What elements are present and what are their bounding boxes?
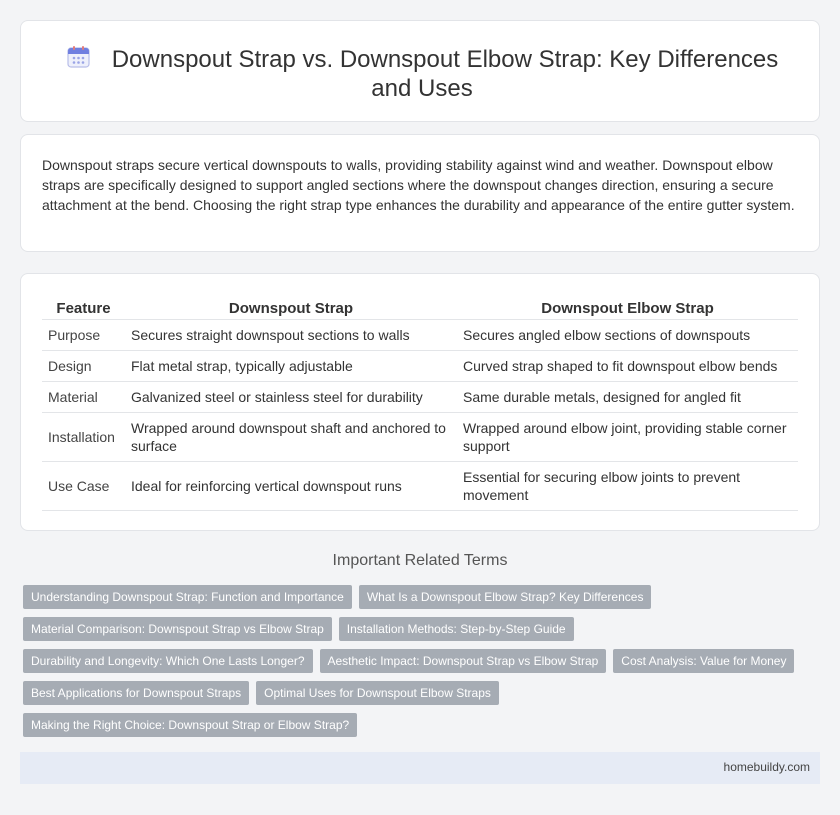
related-term-tag[interactable]: Making the Right Choice: Downspout Strap or Elbow Strap? [23,713,357,737]
table-row [42,461,798,510]
elbow-strap-cell: Same durable metals, designed for angled fit [457,381,798,412]
related-terms-list [23,585,823,745]
feature-cell: Design [42,350,125,381]
elbow-strap-cell: Essential for securing elbow joints to prevent movement [457,461,798,510]
table-row [42,412,798,461]
elbow-strap-cell: Secures angled elbow sections of downspouts [457,319,798,350]
strap-cell: Galvanized steel or stainless steel for durability [125,381,457,412]
strap-cell: Flat metal strap, typically adjustable [125,350,457,381]
strap-cell: Secures straight downspout sections to walls [125,319,457,350]
feature-cell: Material [42,381,125,412]
intro-paragraph: Downspout straps secure vertical downspouts to walls, providing stability against wind and weather. Downspout elbow straps are specifically designed to support angled sections where the downspout changes direction, ensuring a secure attachment at the bend. Choosing the right strap type enhances the durability and appearance of the entire gutter system. [42,157,795,213]
table-row [42,381,798,412]
header-downspout-elbow-strap: Downspout Elbow Strap [457,295,798,319]
related-term-tag[interactable]: Material Comparison: Downspout Strap vs Elbow Strap [23,617,332,641]
title-card [20,20,820,122]
table-header-row [42,295,798,319]
related-term-tag[interactable]: Understanding Downspout Strap: Function and Importance [23,585,352,609]
header-downspout-strap: Downspout Strap [125,295,457,319]
related-term-tag[interactable]: Durability and Longevity: Which One Lasts Longer? [23,649,313,673]
strap-cell: Wrapped around downspout shaft and anchored to surface [125,412,457,461]
related-term-tag[interactable]: Cost Analysis: Value for Money [613,649,794,673]
table-row [42,319,798,350]
comparison-card [20,273,820,531]
related-term-tag[interactable]: Installation Methods: Step-by-Step Guide [339,617,574,641]
feature-cell: Installation [42,412,125,461]
comparison-table [42,295,798,511]
feature-cell: Purpose [42,319,125,350]
elbow-strap-cell: Curved strap shaped to fit downspout elbow bends [457,350,798,381]
related-term-tag[interactable]: Aesthetic Impact: Downspout Strap vs Elbow Strap [320,649,607,673]
related-term-tag[interactable]: What Is a Downspout Elbow Strap? Key Differences [359,585,652,609]
feature-cell: Use Case [42,461,125,510]
title-wrap [45,44,799,103]
footer-site[interactable]: homebuildy.com [723,760,810,774]
intro-card [20,134,820,252]
elbow-strap-cell: Wrapped around elbow joint, providing stable corner support [457,412,798,461]
related-term-tag[interactable]: Optimal Uses for Downspout Elbow Straps [256,681,499,705]
table-row [42,350,798,381]
related-terms-title: Important Related Terms [332,552,508,569]
related-term-tag[interactable]: Best Applications for Downspout Straps [23,681,249,705]
footer [20,752,820,784]
calendar-icon [66,44,92,70]
strap-cell: Ideal for reinforcing vertical downspout runs [125,461,457,510]
page-title: Downspout Strap vs. Downspout Elbow Strap: Key Differences and Uses [111,46,779,102]
header-feature: Feature [42,295,125,319]
